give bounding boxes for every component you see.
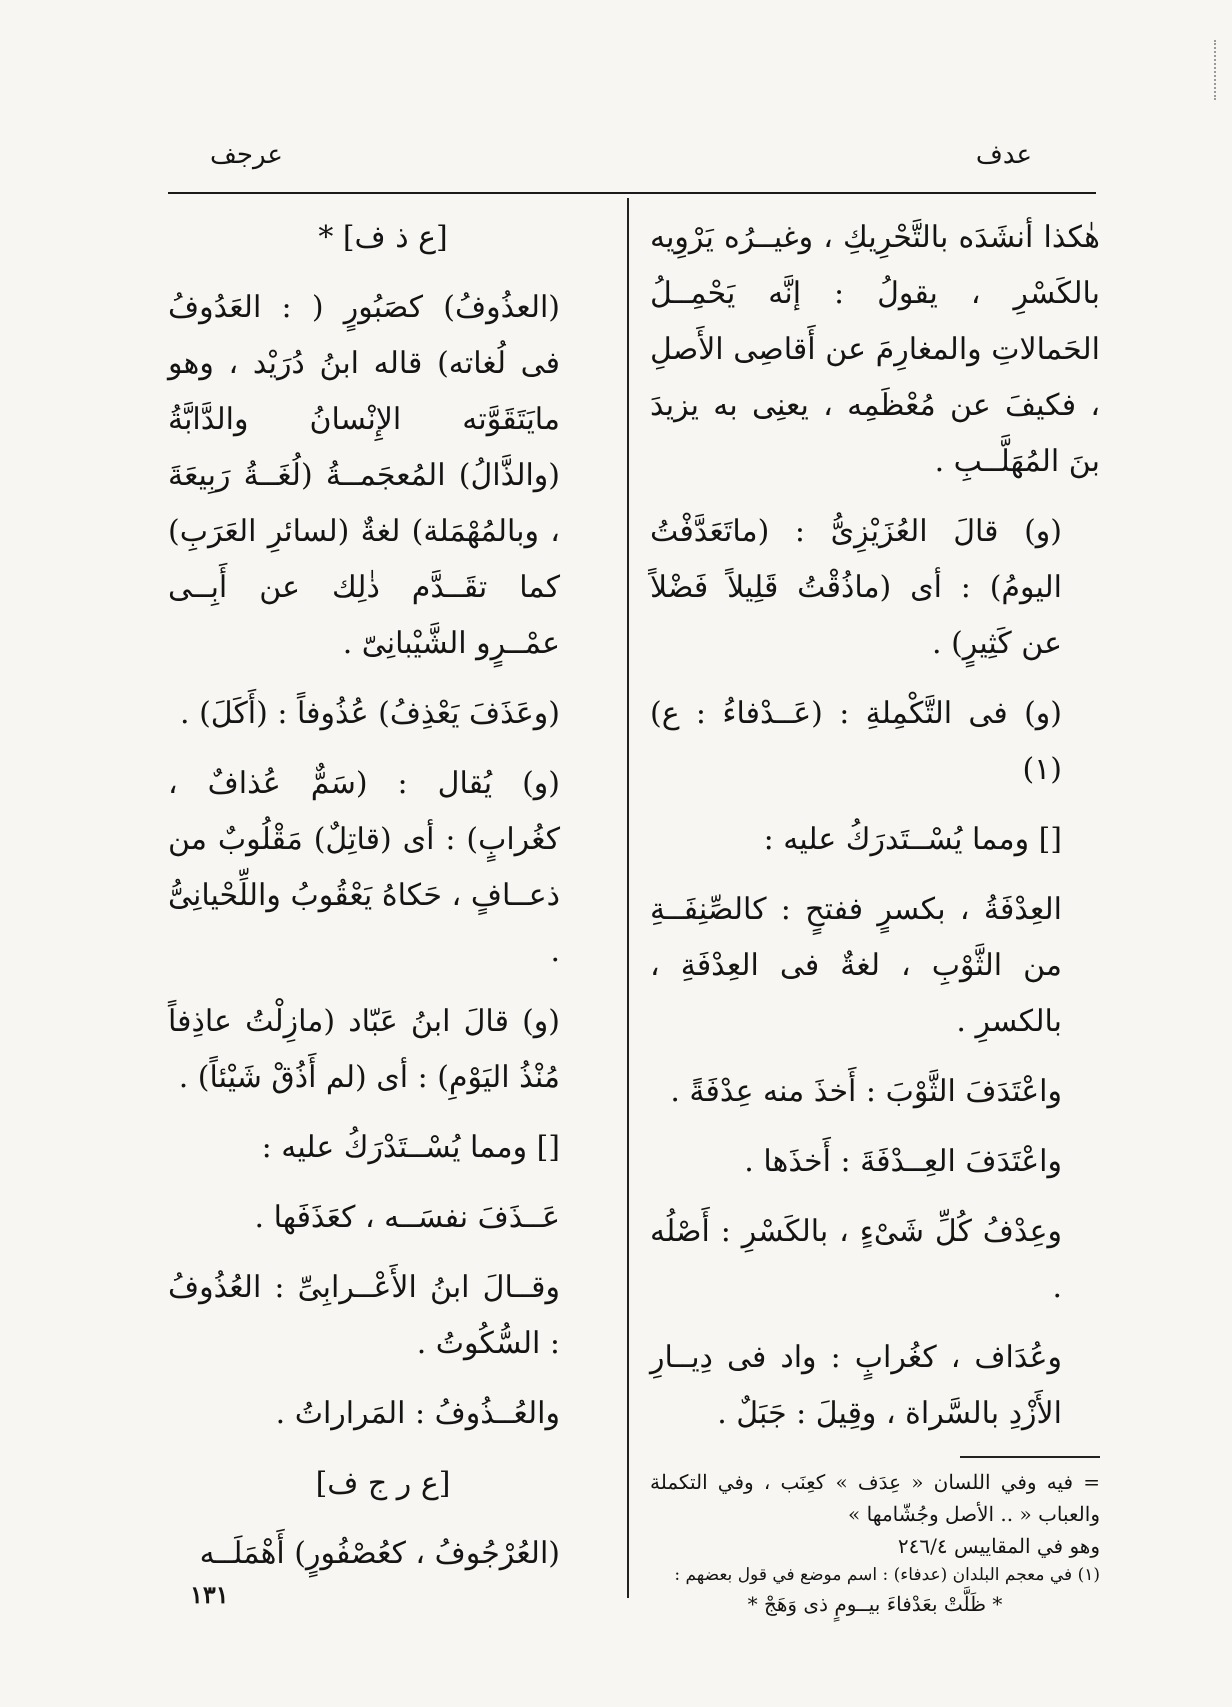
left-para-8: والعُــذُوفُ : المَراراتُ . xyxy=(275,1396,560,1431)
footnote-continuation: = فيه وفي اللسان « عِدَف » كعِنَب ، وفي التكملة والعباب « .. الأصل وجُشّامها » xyxy=(650,1470,1100,1526)
right-para-2: (و) قالَ العُزَيْزِىُّ : (ماتَعَدَّفْتُ اليومُ) : أى (ماذُقْتُ قَلِيلاً فَضْلاً عن كَثِيرٍ) . xyxy=(650,514,1062,661)
footnotes xyxy=(650,1466,1100,1620)
footnote-1: (١) في معجم البلدان (عدفاء) : اسم موضع في قول بعضهم : xyxy=(674,1565,1100,1585)
left-para-7: وقــالَ ابنُ الأَعْــرابِىِّ : العُذُوفُ : السُّكُوتُ . xyxy=(168,1270,560,1361)
right-para-3: (و) فى التَّكْمِلةِ : (عَــدْفاءُ : ع) (١) xyxy=(650,696,1062,787)
left-para-2: (وعَذَفَ يَعْذِفُ) عُذُوفاً : (أَكَلَ) . xyxy=(180,696,560,731)
right-para-7: واعْتَدَفَ العِــدْفَةَ : أَخذَها . xyxy=(744,1144,1062,1179)
right-para-4: [] ومما يُسْــتَدرَكُ عليه : xyxy=(763,822,1062,857)
entry-heading-ayn-ra-jim-fa: [ع ر ج ف] xyxy=(315,1466,451,1501)
edge-scan-mark xyxy=(1212,40,1216,100)
left-column xyxy=(168,210,598,1596)
right-para-1: هٰكذا أنشَدَه بالتَّحْرِيكِ ، وغيــرُه يَرْوِيه بالكَسْرِ ، يقولُ : إنَّه يَحْمِــلُ الحَمالاتِ والمغارِمَ عن أَقاصِى الأَصلِ ، فكيفَ عن مُعْظَمِه ، يعنِى به يزيدَ بنَ المُهَلَّــبِ . xyxy=(650,220,1100,479)
right-column xyxy=(650,210,1100,1620)
right-para-8: وعِدْفُ كُلِّ شَىْءٍ ، بالكَسْرِ : أَصْلُه . xyxy=(650,1214,1062,1305)
left-para-9: (العُرْجُوفُ ، كعُصْفُورٍ) أَهْمَلَــه xyxy=(199,1536,560,1571)
left-para-5: [] ومما يُسْــتَدْرَكُ عليه : xyxy=(261,1130,560,1165)
footnote-reference: وهو في المقاييس ٢٤٦/٤ xyxy=(897,1534,1100,1558)
header-left-keyword: عرجف xyxy=(210,140,283,170)
right-para-6: واعْتَدَفَ الثَّوْبَ : أَخذَ منه عِدْفَةً . xyxy=(670,1074,1062,1109)
footnote-rule xyxy=(960,1456,1100,1458)
header-right-keyword: عدف xyxy=(975,140,1032,170)
left-para-6: عَــذَفَ نفسَــه ، كعَذَفَها . xyxy=(254,1200,560,1235)
right-para-9: وعُدَاف ، كغُرابٍ : واد فى دِيــارِ الأَزْدِ بالسَّراة ، وقِيلَ : جَبَلٌ . xyxy=(650,1340,1062,1431)
right-para-5: العِدْفَةُ ، بكسرٍ ففتحٍ : كالصِّنِفَــةِ من الثَّوْبِ ، لغةٌ فى العِدْفَةِ ، بالكسرِ . xyxy=(650,892,1062,1039)
column-divider xyxy=(627,198,629,1598)
left-para-3: (و) يُقال : (سَمٌّ عُذافٌ ، كغُرابٍ) : أى (قاتِلٌ) مَقْلُوبٌ من ذعــافٍ ، حَكاهُ يَعْقُوبُ واللِّحْيانِىُّ . xyxy=(168,766,560,969)
footnote-verse: * ظَلَّتْ بعَدْفاءَ بيــومٍ ذى وَهَجْ * xyxy=(747,1592,1003,1616)
header-rule xyxy=(168,192,1096,194)
entry-heading-ayn-dhal-fa: [ع ذ ف] * xyxy=(318,220,448,255)
page-number: ١٣١ xyxy=(190,1580,229,1609)
left-para-1: (العذُوفُ) كصَبُورٍ ( : العَدُوفُ فى لُغاته) قاله ابنُ دُرَيْد ، وهو مايَتَقَوَّته الإِنْسانُ والدَّابَّةُ (والذَّالُ) المُعجَمــةُ (لُغَــةُ رَبِيعَةَ ، وبالمُهْمَلة) لغةٌ (لسائرِ العَرَبِ) كما تقَــدَّم ذٰلِك عن أَبِــى عمْــرٍو الشَّيْبانِىّ . xyxy=(168,290,560,661)
left-para-4: (و) قالَ ابنُ عَبّاد (مازِلْتُ عاذِفاً مُنْذُ اليَوْمِ) : أى (لم أَذُقْ شَيْئاً) . xyxy=(168,1004,560,1095)
